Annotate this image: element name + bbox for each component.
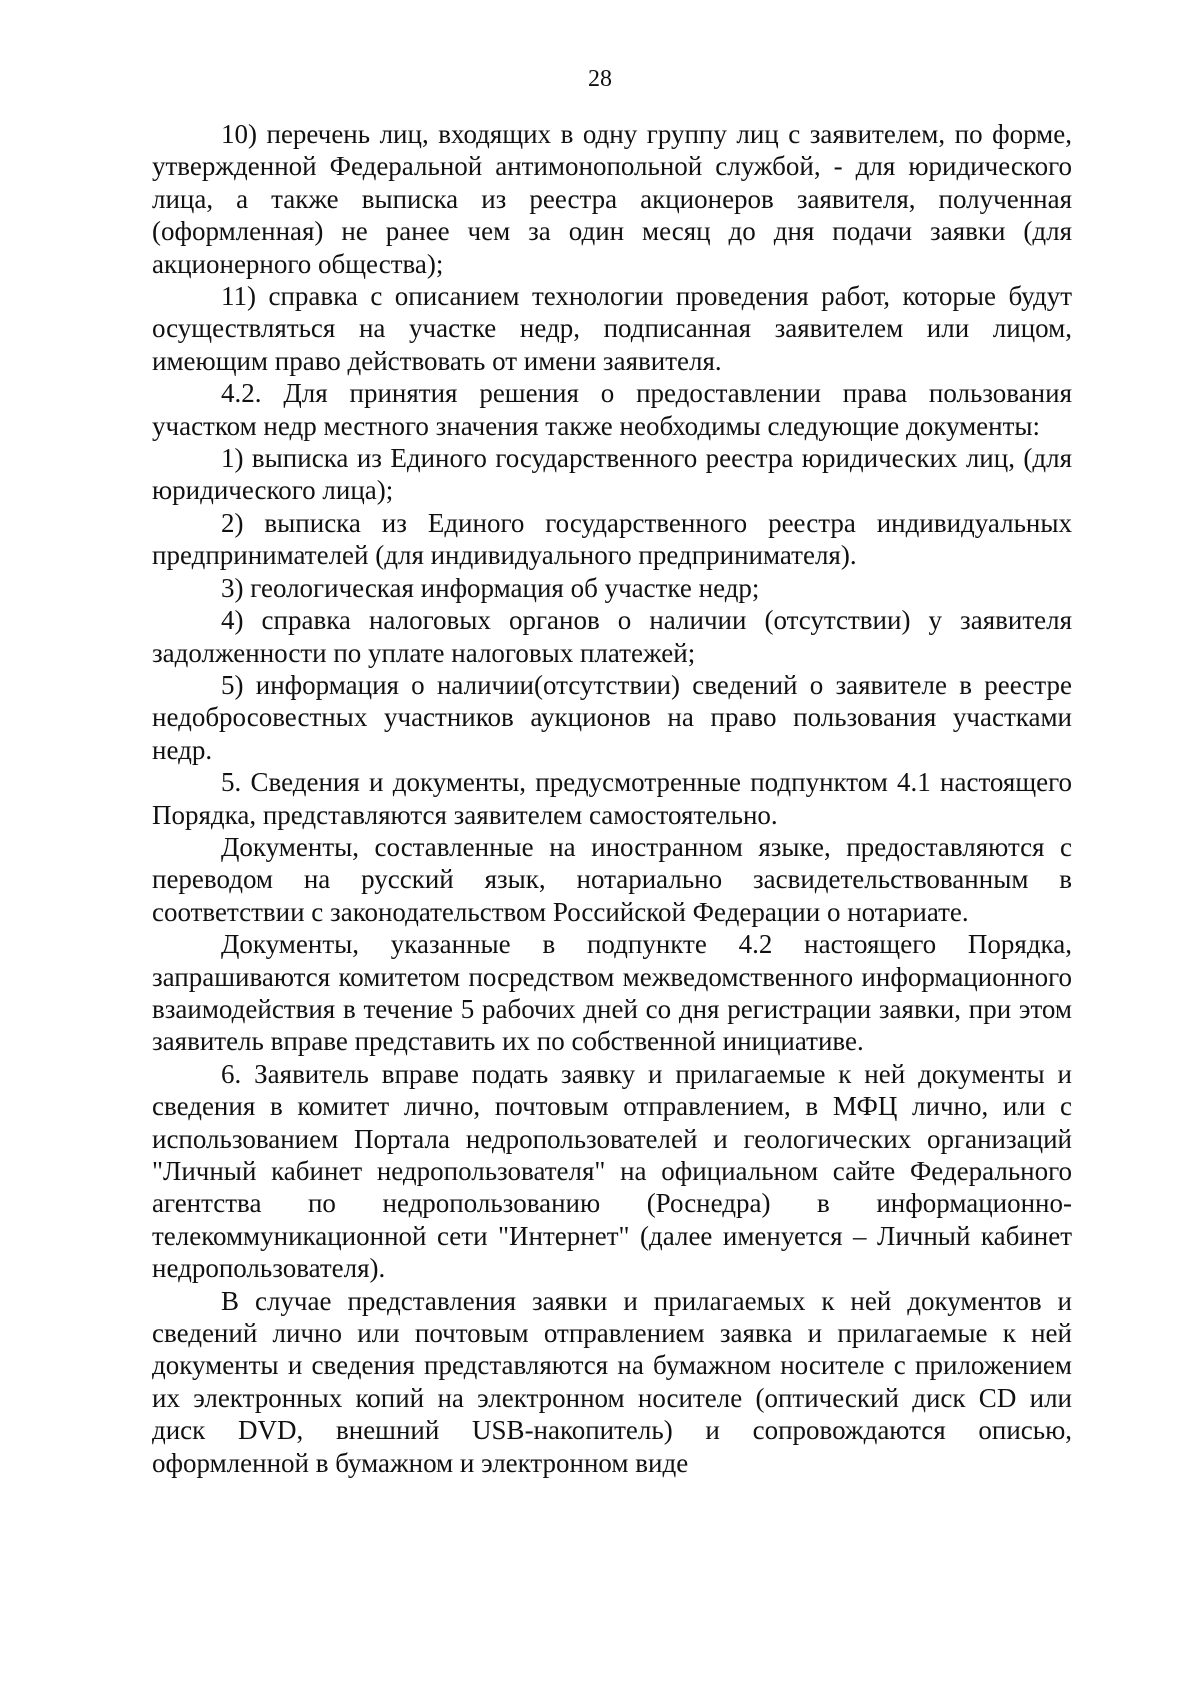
- document-body: [152, 118, 1072, 1479]
- paragraph-foreign-language: Документы, составленные на иностранном языке, предоставляются с переводом на русский язык, нотариально засвидетельствованным в соответствии с законодательством Российской Федерации о нотариате.: [152, 831, 1072, 927]
- paragraph-item-10: 10) перечень лиц, входящих в одну группу лиц с заявителем, по форме, утвержденной Федеральной антимонопольной службой, - для юридического лица, а также выписка из реестра акционеров заявителя, полученная (оформленная) не ранее чем за один месяц до дня подачи заявки (для акционерного общества);: [152, 119, 1072, 279]
- paragraph-item-2: 2) выписка из Единого государственного реестра индивидуальных предпринимателей (для индивидуального предпринимателя).: [152, 507, 1072, 571]
- paragraph-section-6: 6. Заявитель вправе подать заявку и прилагаемые к ней документы и сведения в комитет лично, почтовым отправлением, в МФЦ лично, или с использованием Портала недропользователей и геологических организаций "Личный кабинет недропользователя" на официальном сайте Федерального агентства по недропользованию (Роснедра) в информационно-телекоммуникационной сети "Интернет" (далее именуется – Личный кабинет недропользователя).: [152, 1058, 1072, 1284]
- paragraph-item-1: 1) выписка из Единого государственного реестра юридических лиц, (для юридического лица);: [152, 443, 1072, 506]
- paragraph-item-5: 5) информация о наличии(отсутствии) сведений о заявителе в реестре недобросовестных участников аукционов на право пользования участками недр.: [152, 669, 1072, 765]
- page-number: 28: [588, 66, 612, 92]
- paragraph-paper-submission: В случае представления заявки и прилагаемых к ней документов и сведений лично или почтовым отправлением заявка и прилагаемые к ней документы и сведения представляются на бумажном носителе с приложением их электронных копий на электронном носителе (оптический диск CD или диск DVD, внешний USB-накопитель) и сопровождаются описью, оформленной в бумажном и электронном виде: [152, 1285, 1072, 1478]
- paragraph-interagency-request: Документы, указанные в подпункте 4.2 настоящего Порядка, запрашиваются комитетом посредством межведомственного информационного взаимодействия в течение 5 рабочих дней со дня регистрации заявки, при этом заявитель вправе представить их по собственной инициативе.: [152, 929, 1072, 1057]
- paragraph-item-4: 4) справка налоговых органов о наличии (отсутствии) у заявителя задолженности по уплате налоговых платежей;: [152, 605, 1072, 668]
- paragraph-item-3: 3) геологическая информация об участке недр;: [221, 572, 760, 603]
- paragraph-section-5: 5. Сведения и документы, предусмотренные подпунктом 4.1 настоящего Порядка, представляются заявителем самостоятельно.: [152, 767, 1072, 830]
- paragraph-item-11: 11) справка с описанием технологии проведения работ, которые будут осуществляться на участке недр, подписанная заявителем или лицом, имеющим право действовать от имени заявителя.: [152, 281, 1072, 376]
- paragraph-section-4-2: 4.2. Для принятия решения о предоставлении права пользования участком недр местного значения также необходимы следующие документы:: [152, 378, 1072, 441]
